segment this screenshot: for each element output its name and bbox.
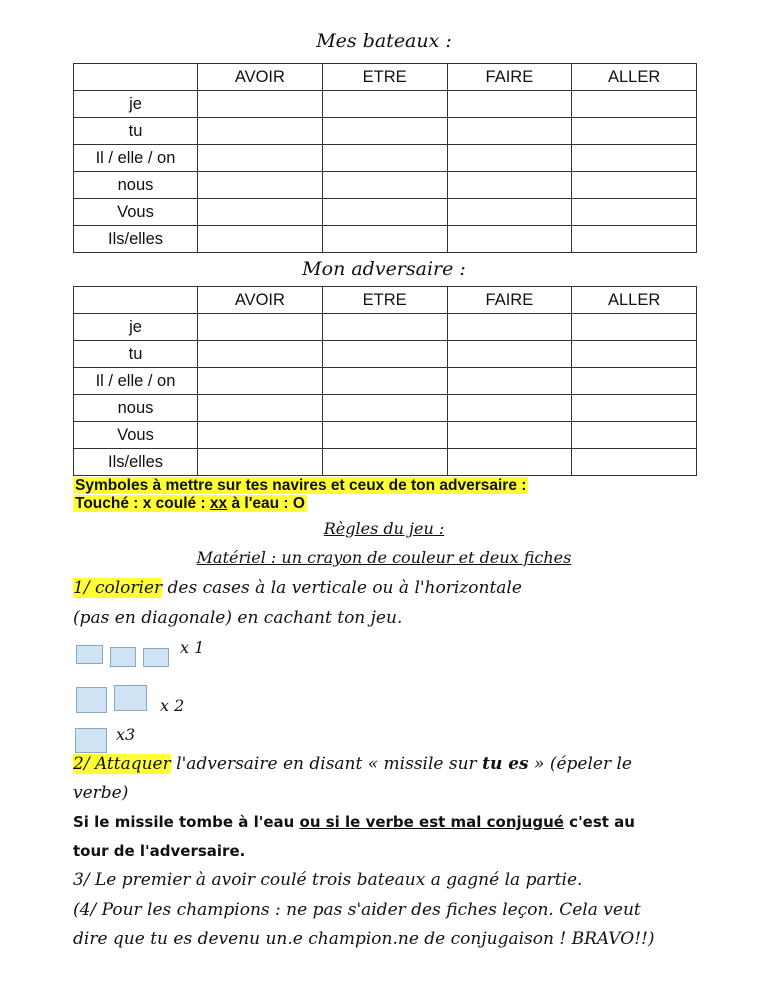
symbols-touche-coule: Touché : x coulé :: [75, 495, 210, 512]
title-mes-bateaux: Mes bateaux :: [316, 30, 452, 52]
table-mon-adversaire: [73, 286, 697, 476]
grid-cell[interactable]: [198, 422, 323, 449]
grid-cell[interactable]: [322, 422, 447, 449]
pronoun-cell: nous: [74, 395, 198, 422]
table-row: [74, 314, 697, 341]
grid-cell[interactable]: [322, 226, 447, 253]
bold-rule-underlined: ou si le verbe est mal conjugué: [299, 813, 564, 831]
count-x3: x3: [116, 725, 136, 744]
grid-cell[interactable]: [322, 145, 447, 172]
pronoun-cell: Il / elle / on: [74, 145, 198, 172]
grid-cell[interactable]: [572, 395, 697, 422]
step-2-text-b: » (épeler le: [528, 754, 632, 774]
step-4-line-1: (4/ Pour les champions : ne pas s'aider des fiches leçon. Cela veut: [73, 900, 641, 920]
symbols-line-2: [73, 495, 307, 512]
bold-rule-b: c'est au: [563, 813, 635, 831]
grid-cell[interactable]: [322, 314, 447, 341]
header-faire: FAIRE: [447, 64, 572, 91]
step-1-line-1: [73, 574, 693, 602]
grid-cell[interactable]: [198, 341, 323, 368]
grid-cell[interactable]: [447, 314, 572, 341]
table-row: [74, 172, 697, 199]
grid-cell[interactable]: [572, 449, 697, 476]
table-row: [74, 145, 697, 172]
grid-cell[interactable]: [572, 314, 697, 341]
grid-cell[interactable]: [198, 118, 323, 145]
table-row: [74, 422, 697, 449]
table-row: [74, 91, 697, 118]
grid-cell[interactable]: [447, 368, 572, 395]
pronoun-cell: Ils/elles: [74, 226, 198, 253]
grid-cell[interactable]: [572, 172, 697, 199]
grid-cell[interactable]: [198, 172, 323, 199]
grid-cell[interactable]: [572, 226, 697, 253]
grid-cell[interactable]: [198, 395, 323, 422]
symbols-xx: xx: [209, 495, 228, 512]
grid-cell[interactable]: [447, 199, 572, 226]
header-avoir: AVOIR: [198, 287, 323, 314]
table-row: [74, 395, 697, 422]
grid-cell[interactable]: [447, 91, 572, 118]
grid-cell[interactable]: [447, 422, 572, 449]
boat-square: [110, 647, 136, 667]
grid-cell[interactable]: [322, 172, 447, 199]
count-x1: x 1: [180, 638, 205, 657]
pronoun-cell: je: [74, 91, 198, 118]
symbols-eau: à l'eau : O: [227, 495, 305, 512]
table-header-row: [74, 287, 697, 314]
pronoun-cell: tu: [74, 341, 198, 368]
grid-cell[interactable]: [447, 395, 572, 422]
grid-cell[interactable]: [322, 395, 447, 422]
grid-cell[interactable]: [572, 341, 697, 368]
grid-cell[interactable]: [198, 368, 323, 395]
materiel-line: Matériel : un crayon de couleur et deux fiches: [196, 548, 572, 567]
step-2-line-2: verbe): [73, 783, 129, 803]
header-etre: ETRE: [322, 64, 447, 91]
header-avoir: AVOIR: [198, 64, 323, 91]
step-4-line-2: dire que tu es devenu un.e champion.ne de conjugaison ! BRAVO!!): [73, 929, 655, 949]
table-row: [74, 226, 697, 253]
step-2-label: 2/ Attaquer: [73, 754, 171, 774]
grid-cell[interactable]: [572, 422, 697, 449]
grid-cell[interactable]: [322, 118, 447, 145]
grid-cell[interactable]: [198, 314, 323, 341]
table-row: [74, 199, 697, 226]
grid-cell[interactable]: [572, 199, 697, 226]
grid-cell[interactable]: [198, 449, 323, 476]
pronoun-cell: tu: [74, 118, 198, 145]
grid-cell[interactable]: [572, 368, 697, 395]
header-empty: [74, 64, 198, 91]
grid-cell[interactable]: [447, 449, 572, 476]
table-mes-bateaux: [73, 63, 697, 253]
grid-cell[interactable]: [447, 118, 572, 145]
table-row: [74, 341, 697, 368]
boat-square: [143, 648, 169, 667]
step-2-line-1: [73, 750, 693, 778]
step-2-bold: tu es: [482, 754, 529, 774]
boat-square: [114, 685, 147, 711]
table-row: [74, 368, 697, 395]
grid-cell[interactable]: [447, 226, 572, 253]
header-aller: ALLER: [572, 287, 697, 314]
grid-cell[interactable]: [572, 91, 697, 118]
grid-cell[interactable]: [572, 145, 697, 172]
step-1-text: des cases à la verticale ou à l'horizontale: [162, 578, 522, 598]
grid-cell[interactable]: [322, 199, 447, 226]
pronoun-cell: Vous: [74, 199, 198, 226]
rules-title: Règles du jeu :: [323, 519, 445, 538]
title-mon-adversaire: Mon adversaire :: [302, 258, 466, 280]
boat-square: [76, 687, 107, 713]
grid-cell[interactable]: [198, 226, 323, 253]
grid-cell[interactable]: [322, 91, 447, 118]
header-faire: FAIRE: [447, 287, 572, 314]
pronoun-cell: Vous: [74, 422, 198, 449]
grid-cell[interactable]: [322, 449, 447, 476]
header-aller: ALLER: [572, 64, 697, 91]
grid-cell[interactable]: [322, 341, 447, 368]
table-header-row: [74, 64, 697, 91]
grid-cell[interactable]: [447, 172, 572, 199]
header-etre: ETRE: [322, 287, 447, 314]
header-empty: [74, 287, 198, 314]
grid-cell[interactable]: [447, 341, 572, 368]
pronoun-cell: Ils/elles: [74, 449, 198, 476]
bold-rule-a: Si le missile tombe à l'eau: [73, 813, 300, 831]
pronoun-cell: Il / elle / on: [74, 368, 198, 395]
grid-cell[interactable]: [198, 91, 323, 118]
grid-cell[interactable]: [322, 368, 447, 395]
grid-cell[interactable]: [198, 145, 323, 172]
pronoun-cell: je: [74, 314, 198, 341]
step-1-line-2: (pas en diagonale) en cachant ton jeu.: [73, 608, 403, 628]
table-row: [74, 118, 697, 145]
grid-cell[interactable]: [572, 118, 697, 145]
step-3: 3/ Le premier à avoir coulé trois bateaux a gagné la partie.: [73, 870, 583, 890]
pronoun-cell: nous: [74, 172, 198, 199]
bold-rule-line-1: [73, 808, 693, 836]
step-2-text-a: l'adversaire en disant « missile sur: [170, 754, 483, 774]
boat-square: [76, 645, 103, 664]
symbols-line-1: Symboles à mettre sur tes navires et ceux de ton adversaire :: [75, 477, 527, 494]
count-x2: x 2: [160, 696, 185, 715]
grid-cell[interactable]: [198, 199, 323, 226]
table-row: [74, 449, 697, 476]
step-1-label: 1/ colorier: [73, 578, 163, 598]
bold-rule-line-2: tour de l'adversaire.: [73, 842, 246, 860]
grid-cell[interactable]: [447, 145, 572, 172]
